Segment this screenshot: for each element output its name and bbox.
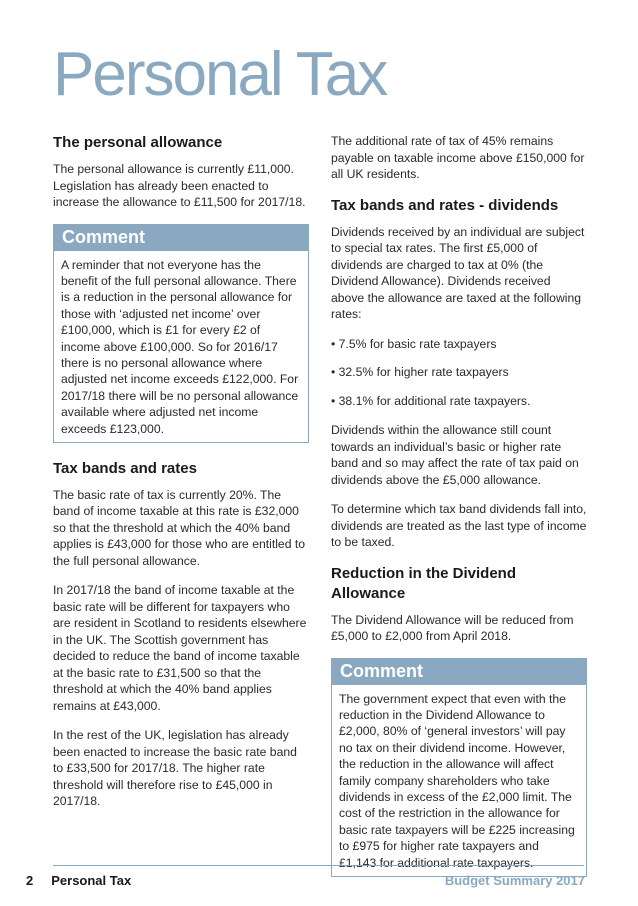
comment-label: Comment <box>332 659 586 685</box>
tax-bands-paragraph: In 2017/18 the band of income taxable at the basic rate will be different for taxpayers who are resident in Scotland to residents elsewhere in the UK. The Scottish government has decided to reduce the band of income taxable at the basic rate to £31,500 so that the threshold at which the 40% band applies remains at £43,000. <box>53 583 307 713</box>
comment-text: A reminder that not everyone has the benefit of the full personal allowance. There is a reduction in the personal allowance for those with ‘adjusted net income’ over £100,000, which is £1 for every £2 of income above £100,000. So for 2016/17 there is no personal allowance where adjusted net income exceeds £122,000. For 2017/18 there will be no personal allowance available where adjusted net income exceeds £123,000. <box>61 257 299 436</box>
list-item: • 32.5% for higher rate taxpayers <box>331 365 509 379</box>
reduction-text: The Dividend Allowance will be reduced from £5,000 to £2,000 from April 2018. <box>331 612 574 643</box>
right-column <box>331 133 587 893</box>
list-item: • 7.5% for basic rate taxpayers <box>331 336 497 351</box>
page-title: Personal Tax <box>53 40 387 109</box>
footer-section: Personal Tax <box>51 873 132 888</box>
comment-box-allowance <box>53 224 309 443</box>
personal-allowance-text: The personal allowance is currently £11,000. Legislation has already been enacted to increase the allowance to £11,500 for 2017/18. <box>53 162 306 209</box>
tax-bands-paragraph: The basic rate of tax is currently 20%. The band of income taxable at this rate is £32,000 so that the threshold at which the 40% band applies is £43,000 for those who are entitled to the full personal allowance. <box>53 487 306 568</box>
dividend-rates-list <box>331 336 587 410</box>
page-number: 2 <box>26 873 34 888</box>
additional-rate-text: The additional rate of tax of 45% remains payable on taxable income above £150,000 for all UK residents. <box>331 134 585 181</box>
list-item: • 38.1% for additional rate taxpayers. <box>331 393 531 408</box>
tax-bands-paragraph: In the rest of the UK, legislation has already been enacted to increase the basic rate band to £33,500 for 2017/18. The higher rate threshold will therefore rise to £45,000 in 2017/18. <box>53 728 297 809</box>
personal-allowance-heading: The personal allowance <box>53 134 223 151</box>
comment-label: Comment <box>54 225 308 251</box>
reduction-heading: Reduction in the Dividend Allowance <box>331 564 517 602</box>
footer-divider <box>53 865 584 866</box>
left-column <box>53 133 309 823</box>
dividends-heading: Tax bands and rates - dividends <box>331 196 559 214</box>
tax-bands-heading: Tax bands and rates <box>53 459 197 477</box>
comment-box-dividends <box>331 658 587 877</box>
dividends-paragraph: To determine which tax band dividends fall into, dividends are treated as the last type of income to be taxed. <box>331 502 587 549</box>
comment-text: The government expect that even with the reduction in the Dividend Allowance to £2,000, 80% of ‘general investors’ will pay no tax on their dividend income. However, the reduction in the allowance will affect family company shareholders who take dividends in excess of the £2,000 limit. The cost of the restriction in the allowance for basic rate taxpayers will be £225 increasing to £975 for higher rate taxpayers and £1,143 for additional rate taxpayers. <box>339 691 575 870</box>
dividends-paragraph: Dividends received by an individual are subject to special tax rates. The first £5,000 of dividends are charged to tax at 0% (the Dividend Allowance). Dividends received above the allowance are taxed at the following rates: <box>331 224 585 321</box>
footer-publication: Budget Summary 2017 <box>444 873 585 888</box>
footer-left <box>26 873 131 888</box>
dividends-paragraph: Dividends within the allowance still count towards an individual’s basic or higher rate band and so may affect the rate of tax paid on dividends above the £5,000 allowance. <box>331 423 579 487</box>
